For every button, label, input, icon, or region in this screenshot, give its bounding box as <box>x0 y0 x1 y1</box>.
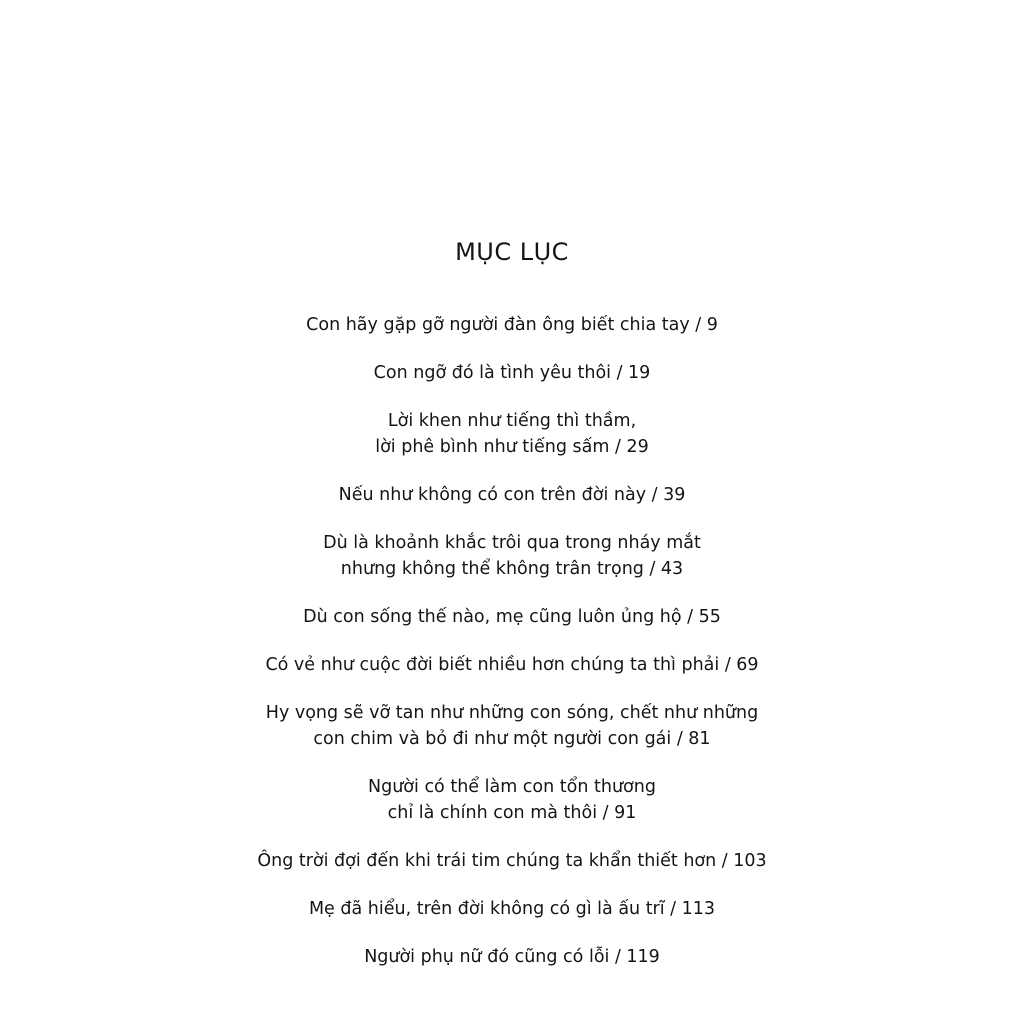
toc-entry-line: Hy vọng sẽ vỡ tan như những con sóng, chết như những <box>265 703 759 723</box>
toc-entry <box>0 848 1024 874</box>
toc-entry-line: Dù là khoảnh khắc trôi qua trong nháy mắt <box>323 533 701 553</box>
toc-entry <box>0 604 1024 630</box>
toc-entry-line: Con hãy gặp gỡ người đàn ông biết chia tay / 9 <box>306 315 718 335</box>
toc-entry <box>0 944 1024 970</box>
toc-entry-line: Lời khen như tiếng thì thầm, <box>387 411 637 431</box>
toc-entry <box>0 530 1024 582</box>
toc-entry-line: nhưng không thể không trân trọng / 43 <box>340 559 684 579</box>
toc-entry <box>0 312 1024 338</box>
toc-entry-line: Ông trời đợi đến khi trái tim chúng ta khẩn thiết hơn / 103 <box>257 851 767 871</box>
toc-entry-line: chỉ là chính con mà thôi / 91 <box>387 803 637 823</box>
toc-entry <box>0 360 1024 386</box>
page-title: MỤC LỤC <box>455 238 569 266</box>
toc-entry-line: Mẹ đã hiểu, trên đời không có gì là ấu trĩ / 113 <box>308 899 716 919</box>
toc-entry-line: Người có thể làm con tổn thương <box>368 777 656 797</box>
toc-entry-line: con chim và bỏ đi như một người con gái / 81 <box>313 729 711 749</box>
table-of-contents <box>0 312 1024 992</box>
toc-entry <box>0 896 1024 922</box>
toc-entry-line: Người phụ nữ đó cũng có lỗi / 119 <box>364 947 660 967</box>
toc-entry-line: Nếu như không có con trên đời này / 39 <box>338 485 686 505</box>
toc-entry-line: Có vẻ như cuộc đời biết nhiều hơn chúng ta thì phải / 69 <box>265 655 759 675</box>
toc-entry <box>0 700 1024 752</box>
toc-entry-line: Dù con sống thế nào, mẹ cũng luôn ủng hộ / 55 <box>303 607 721 627</box>
toc-entry <box>0 408 1024 460</box>
toc-entry <box>0 774 1024 826</box>
toc-entry-line: Con ngỡ đó là tình yêu thôi / 19 <box>373 363 651 383</box>
toc-entry-line: lời phê bình như tiếng sấm / 29 <box>375 437 649 457</box>
toc-entry <box>0 652 1024 678</box>
toc-entry <box>0 482 1024 508</box>
